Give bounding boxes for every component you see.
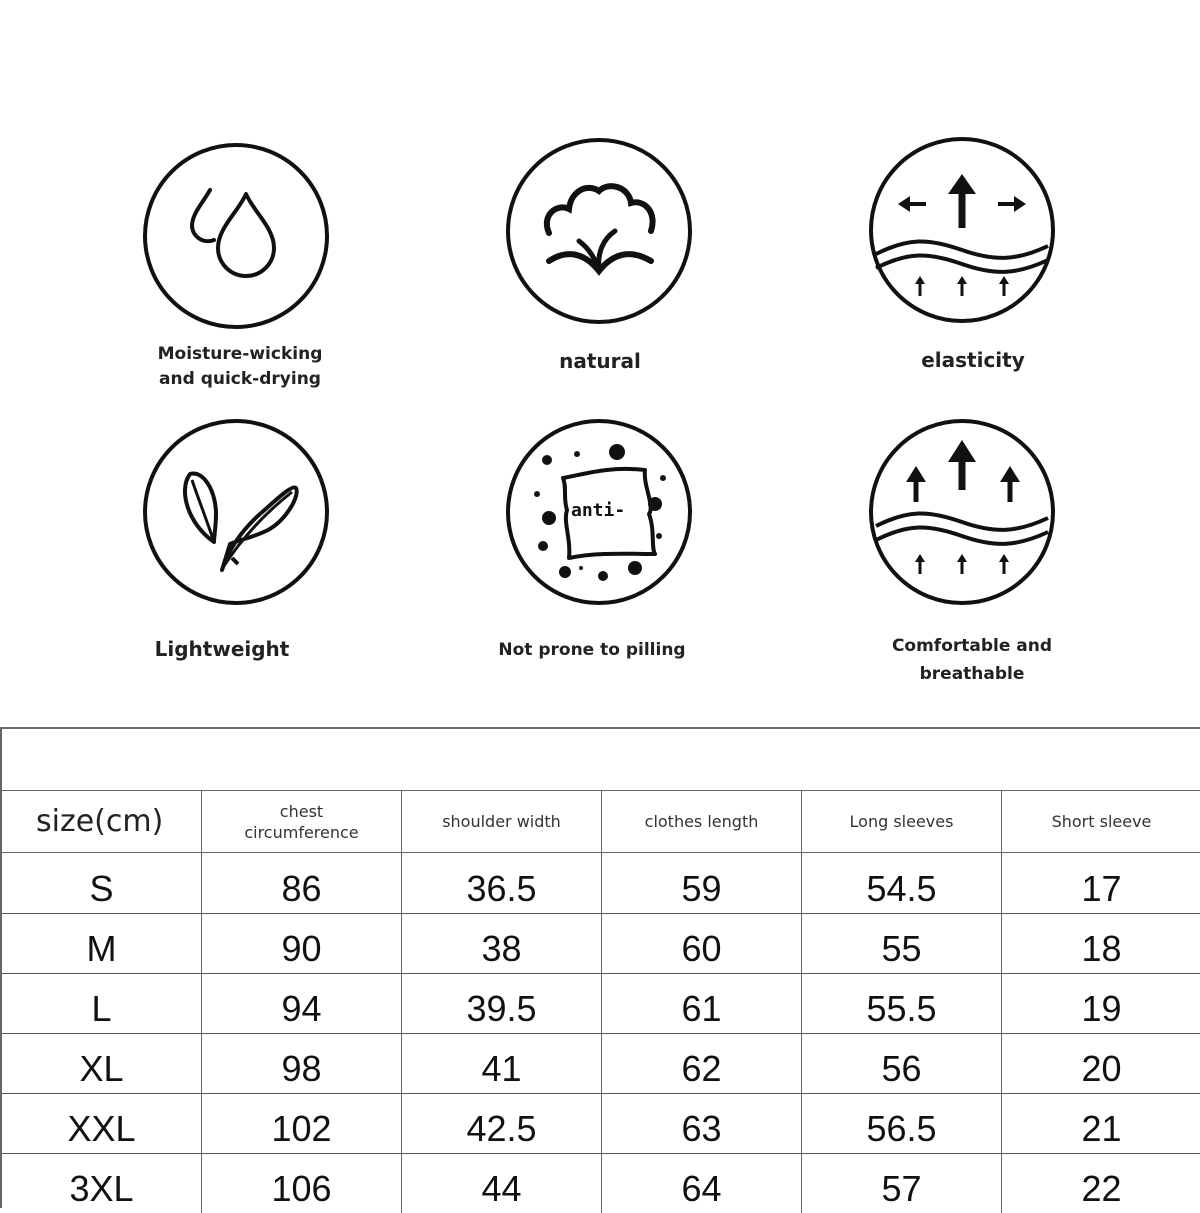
feature-label-elasticity: elasticity	[921, 348, 1025, 372]
table-row	[2, 973, 1200, 1034]
cell-chest: 86	[202, 853, 402, 913]
cell-short-sleeve: 22	[1002, 1153, 1200, 1213]
stretch-fabric-icon	[868, 136, 1056, 324]
cell-short-sleeve: 21	[1002, 1093, 1200, 1153]
feathers-icon	[142, 418, 330, 606]
table-row	[2, 1153, 1200, 1213]
cell-short-sleeve: 20	[1002, 1033, 1200, 1093]
cell-short-sleeve: 18	[1002, 913, 1200, 973]
feature-label-moisture: Moisture-wicking and quick-drying	[157, 344, 323, 389]
cell-long-sleeves: 55.5	[802, 973, 1002, 1033]
cell-long-sleeves: 57	[802, 1153, 1002, 1213]
cell-short-sleeve: 17	[1002, 853, 1200, 913]
cell-length: 64	[602, 1153, 802, 1213]
cell-shoulder: 44	[402, 1153, 602, 1213]
cell-shoulder: 38	[402, 913, 602, 973]
cell-length: 60	[602, 913, 802, 973]
cell-long-sleeves: 56	[802, 1033, 1002, 1093]
header-short-sleeve: Short sleeve	[1002, 791, 1200, 852]
cell-size: XXL	[2, 1093, 202, 1153]
cell-chest: 90	[202, 913, 402, 973]
table-row	[2, 1033, 1200, 1094]
cell-size: S	[2, 853, 202, 913]
feature-label-lightweight: Lightweight	[154, 637, 290, 661]
cell-shoulder: 41	[402, 1033, 602, 1093]
header-length: clothes length	[602, 791, 802, 852]
cell-chest: 102	[202, 1093, 402, 1153]
cell-long-sleeves: 54.5	[802, 853, 1002, 913]
feature-label-natural: natural	[559, 349, 641, 373]
cell-chest: 106	[202, 1153, 402, 1213]
header-long-sleeves: Long sleeves	[802, 791, 1002, 852]
anti-pilling-icon	[505, 418, 693, 606]
table-caption-row	[2, 729, 1200, 791]
header-size: size(cm)	[2, 791, 202, 852]
cell-long-sleeves: 56.5	[802, 1093, 1002, 1153]
table-row	[2, 853, 1200, 914]
anti-badge: anti-	[571, 500, 626, 521]
cell-shoulder: 36.5	[402, 853, 602, 913]
cotton-plant-icon	[505, 137, 693, 325]
cell-chest: 94	[202, 973, 402, 1033]
cell-length: 61	[602, 973, 802, 1033]
table-row	[2, 1093, 1200, 1154]
size-table	[0, 727, 1200, 1208]
cell-size: M	[2, 913, 202, 973]
cell-length: 62	[602, 1033, 802, 1093]
feature-label-pilling: Not prone to pilling	[498, 640, 686, 660]
cell-size: 3XL	[2, 1153, 202, 1213]
table-row	[2, 913, 1200, 974]
cell-shoulder: 42.5	[402, 1093, 602, 1153]
feature-label-breathable: Comfortable and breathable	[891, 636, 1053, 684]
cell-shoulder: 39.5	[402, 973, 602, 1033]
cell-chest: 98	[202, 1033, 402, 1093]
cell-short-sleeve: 19	[1002, 973, 1200, 1033]
cell-long-sleeves: 55	[802, 913, 1002, 973]
cell-size: XL	[2, 1033, 202, 1093]
table-header-row	[2, 791, 1200, 853]
header-chest: chest circumference	[202, 791, 402, 852]
cell-length: 59	[602, 853, 802, 913]
header-shoulder: shoulder width	[402, 791, 602, 852]
water-drops-icon	[142, 142, 330, 330]
breathable-fabric-icon	[868, 418, 1056, 606]
cell-length: 63	[602, 1093, 802, 1153]
cell-size: L	[2, 973, 202, 1033]
